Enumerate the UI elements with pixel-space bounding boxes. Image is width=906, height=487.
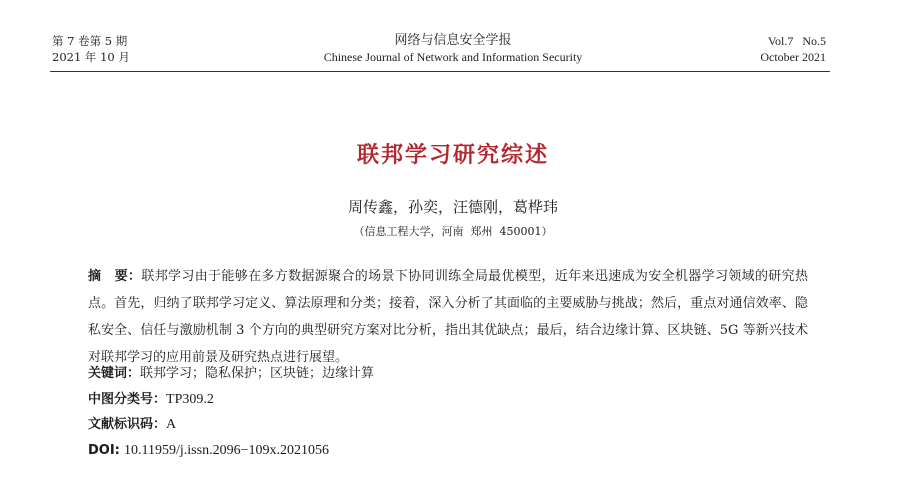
abstract [88, 263, 808, 371]
doi-label: DOI: [88, 443, 120, 458]
author-affiliation: （信息工程大学，河南 郑州 450001） [353, 225, 553, 238]
document-code [88, 414, 808, 436]
doi-value[interactable]: 10.11959/j.issn.2096−109x.2021056 [124, 443, 329, 458]
keywords-label: 关键词： [88, 366, 141, 381]
issue-date-en: October 2021 [760, 50, 826, 64]
issue-date: 2021 年 10 月 [52, 50, 130, 64]
doi [88, 440, 808, 462]
paper-authors: 周传鑫，孙奕，汪德刚，葛桦玮 [347, 198, 558, 216]
abstract-label: 摘 要： [88, 269, 142, 284]
keywords-text: 联邦学习；隐私保护；区块链；边缘计算 [140, 366, 375, 381]
header-rule [50, 71, 830, 72]
clc-value: TP309.2 [166, 392, 214, 407]
abstract-text: 联邦学习由于能够在多方数据源聚合的场景下协同训练全局最优模型，近年来迅速成为安全机器学习领域的研究热点。首先，归纳了联邦学习定义、算法原理和分类；接着，深入分析了其面临的主要威胁与挑战；然后，重点对通信效率、隐私安全、信任与激励机制 3 个方向的典型研究方案对比分析，指出其优缺点；最后，结合边缘计算、区块链、5G 等新兴技术对联邦学习的应用前景及研究热点进行展望。 [88, 269, 808, 365]
keywords [88, 363, 808, 385]
journal-name-cn: 网络与信息安全学报 [394, 33, 512, 48]
issue-volume: 第 7 卷第 5 期 [52, 34, 128, 48]
journal-name-en: Chinese Journal of Network and Information Security [323, 50, 583, 64]
clc-number [88, 389, 808, 411]
doc-code-value: A [166, 417, 177, 432]
issue-info-en [760, 33, 826, 65]
doc-code-label: 文献标识码： [88, 417, 167, 432]
issue-volume-en: Vol.7 No.5 [767, 34, 826, 48]
clc-label: 中图分类号： [88, 392, 167, 407]
paper-title: 联邦学习研究综述 [356, 143, 549, 168]
